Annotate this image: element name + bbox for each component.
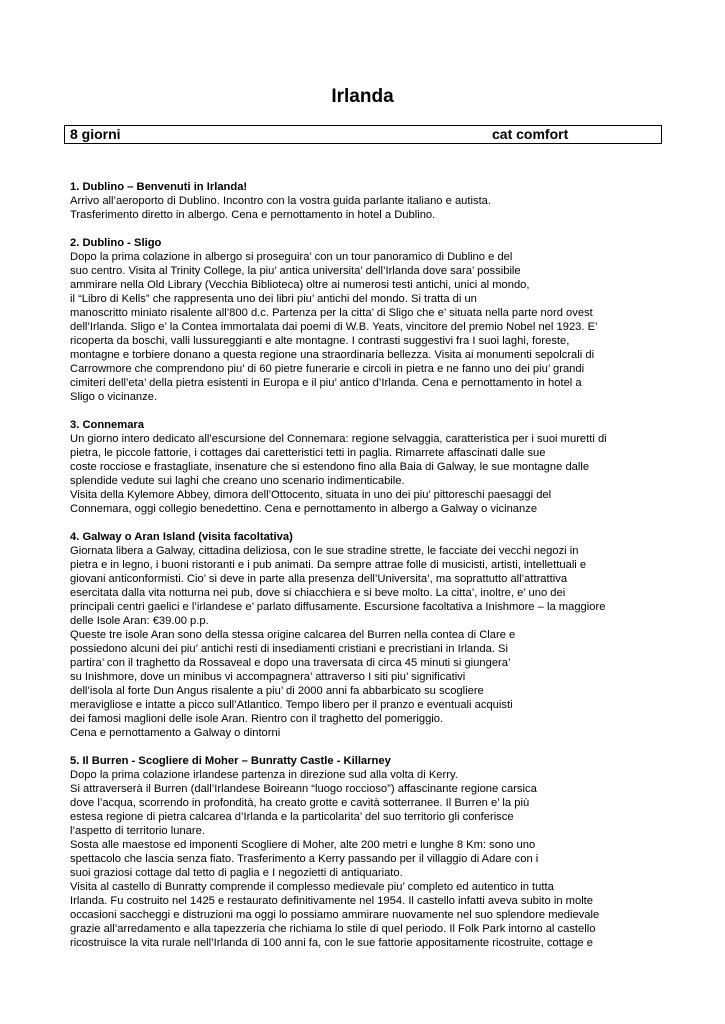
description-line: Cena e pernottamento a Galway o dintorni (70, 727, 281, 739)
day-description (70, 544, 660, 740)
description-line: manoscritto miniato risalente all’800 d.c. Partenza per la citta’ di Sligo che e’ situata nella parte nord ovest (70, 307, 593, 319)
description-line: dell’isola al forte Dun Angus risalente a piu’ di 2000 anni fa abbarbicato su scogliere (70, 685, 484, 697)
description-line: esercitata dalla vita notturna nei pub, dove si chiacchiera e si beve molto. La citta’, inoltre, e’ uno dei (70, 587, 566, 599)
description-line: meravigliose e intatte a picco sull’Atlantico. Tempo libero per il pranzo e eventuali acquisti (70, 699, 513, 711)
day-heading: 3. Connemara (70, 419, 144, 431)
description-line: occasioni saccheggi e distruzioni ma oggi lo possiamo ammirare nuovamente nel suo splendore medievale (70, 909, 600, 921)
description-line: possiedono alcuni dei piu’ antichi resti di insediamenti cristiani e precristiani in Irlanda. Si (70, 643, 508, 655)
description-line: suoi graziosi cottage dal tetto di paglia e I negozietti di antiquariato. (70, 867, 403, 879)
description-line: Dopo la prima colazione irlandese partenza in direzione sud alla volta di Kerry. (70, 769, 458, 781)
day-description (70, 768, 660, 950)
itinerary-day-3 (70, 418, 660, 516)
description-line: Trasferimento diretto in albergo. Cena e pernottamento in hotel a Dublino. (70, 209, 436, 221)
description-line: Irlanda. Fu costruito nel 1425 e restaurato definitivamente nel 1954. Il castello infatti aveva subito in molte (70, 895, 594, 907)
description-line: ammirare nella Old Library (Vecchia Biblioteca) oltre ai numerosi testi antichi, unici al mondo, (70, 279, 530, 291)
description-line: ricoperta da boschi, valli lussureggianti e alte montagne. I contrasti suggestivi fra I suoi laghi, foreste, (70, 335, 570, 347)
description-line: Visita della Kylemore Abbey, dimora dell’Ottocento, situata in uno dei piu’ pittoreschi paesaggi del (70, 489, 552, 501)
day-heading: 1. Dublino – Benvenuti in Irlanda! (70, 181, 248, 193)
description-line: giovani anticonformisti. Cio’ si deve in parte alla presenza dell’Universita’, ma soprattutto all’attrattiva (70, 573, 568, 585)
description-line: Carrowmore che comprendono piu’ di 60 pietre funerarie e circoli in pietra e ne fanno uno dei piu’ grandi (70, 363, 585, 375)
description-line: il “Libro di Kells” che rappresenta uno dei libri piu’ antichi del mondo. Si tratta di un (70, 293, 477, 305)
day-description (70, 432, 660, 516)
description-line: Connemara, oggi collegio benedettino. Cena e pernottamento in albergo a Galway o vicinanze (70, 503, 538, 515)
description-line: dell’Irlanda. Sligo e’ la Contea immortalata dai poemi di W.B. Yeats, vincitore del premio Nobel nel 1923. E’ (70, 321, 598, 333)
description-line: l’aspetto di territorio lunare. (70, 825, 205, 837)
description-line: principali centri gaelici e l’irlandese e’ parlato diffusamente. Escursione facoltativa a Inishmore – la maggiore (70, 601, 606, 613)
day-heading: 4. Galway o Aran Island (visita facoltativa) (70, 531, 293, 543)
description-line: Si attraverserà il Burren (dall’Irlandese Boireann “luogo roccioso”) affascinante regione carsica (70, 783, 537, 795)
day-description (70, 194, 660, 222)
tour-banner (64, 125, 662, 144)
description-line: Giornata libera a Galway, cittadina deliziosa, con le sue stradine strette, le facciate dei vecchi negozi in (70, 545, 579, 557)
description-line: su Inishmore, dove un minibus vi accompagnera’ attraverso I siti piu’ significativi (70, 671, 466, 683)
tour-category: cat comfort (492, 126, 569, 142)
itinerary-day-4 (70, 530, 660, 740)
day-heading: 2. Dublino - Sligo (70, 237, 162, 249)
description-line: delle Isole Aran: €39.00 p.p. (70, 615, 209, 627)
description-line: Visita al castello di Bunratty comprende il complesso medievale piu’ completo ed autentico in tutta (70, 881, 554, 893)
description-line: splendide vedute sui laghi che creano uno scenario indimenticabile. (70, 475, 405, 487)
description-line: dei famosi maglioni delle isole Aran. Rientro con il traghetto del pomeriggio. (70, 713, 444, 725)
description-line: pietra e in legno, i buoni ristoranti e i pub animati. Da sempre attrae folle di musicisti, artisti, intellettuali e (70, 559, 587, 571)
tour-duration: 8 giorni (70, 126, 121, 142)
page-title: Irlanda (331, 86, 394, 107)
description-line: dove l’acqua, scorrendo in profondità, ha creato grotte e cavità sotterranee. Il Burren e’ la più (70, 797, 530, 809)
description-line: Sosta alle maestose ed imponenti Scogliere di Moher, alte 200 metri e lunghe 8 Km: sono uno (70, 839, 536, 851)
day-description (70, 250, 660, 404)
day-heading: 5. Il Burren - Scogliere di Moher – Bunratty Castle - Killarney (70, 755, 391, 767)
itinerary-content (70, 180, 660, 964)
description-line: Un giorno intero dedicato all’escursione del Connemara: regione selvaggia, caratteristica per i suoi muretti di (70, 433, 607, 445)
description-line: suo centro. Visita al Trinity College, la piu’ antica universita’ dell’Irlanda dove sara’ possibile (70, 265, 521, 277)
description-line: partira’ con il traghetto da Rossaveal e dopo una traversata di circa 45 minuti si giungera’ (70, 657, 511, 669)
description-line: montagne e torbiere donano a questa regione una straordinaria bellezza. Visita ai monumenti sepolcrali di (70, 349, 595, 361)
description-line: Arrivo all’aeroporto di Dublino. Incontro con la vostra guida parlante italiano e autista. (70, 195, 492, 207)
description-line: cimiteri dell’eta’ della pietra esistenti in Europa e il piu’ antico d’Irlanda. Cena e pernottamento in hotel a (70, 377, 582, 389)
description-line: Sligo o vicinanze. (70, 391, 158, 403)
itinerary-day-2 (70, 236, 660, 404)
description-line: grazie all’arredamento e alla tapezzeria che richiama lo stile di quel periodo. Il Folk Park intorno al castello (70, 923, 596, 935)
itinerary-day-5 (70, 754, 660, 950)
description-line: estesa regione di pietra calcarea d’Irlanda e la particolarita’ del suo territorio gli conferisce (70, 811, 514, 823)
description-line: ricostruisce la vita rurale nell’Irlanda di 100 anni fa, con le sue fattorie appositamente ricostruite, cottage e (70, 937, 593, 949)
description-line: Queste tre isole Aran sono della stessa origine calcarea del Burren nella contea di Clare e (70, 629, 516, 641)
description-line: spettacolo che lascia senza fiato. Trasferimento a Kerry passando per il villaggio di Adare con i (70, 853, 539, 865)
itinerary-day-1 (70, 180, 660, 222)
description-line: pietra, le piccole fattorie, i cottages dai caretteristici tetti in paglia. Rimarrete affascinati dalle sue (70, 447, 546, 459)
description-line: Dopo la prima colazione in albergo si proseguira’ con un tour panoramico di Dublino e del (70, 251, 513, 263)
description-line: coste rocciose e frastagliate, insenature che si estendono fino alla Baia di Galway, le sue montagne dalle (70, 461, 590, 473)
